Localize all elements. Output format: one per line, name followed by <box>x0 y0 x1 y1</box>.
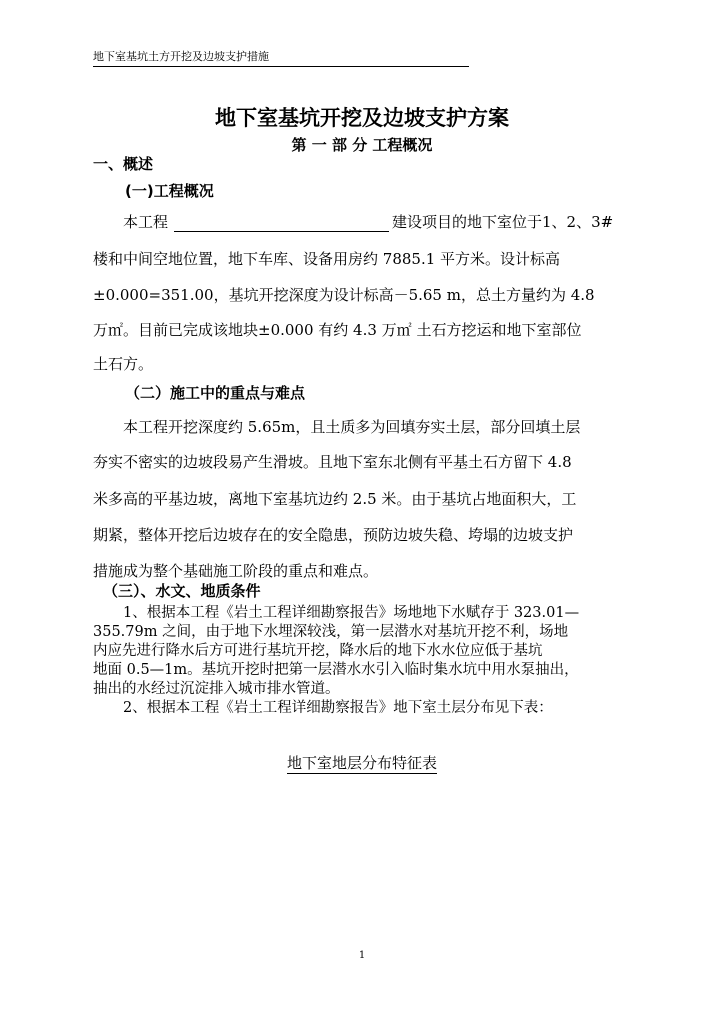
paragraph-line <box>93 211 633 232</box>
document-title: 地下室基坑开挖及边坡支护方案 <box>215 106 509 130</box>
paragraph-line: 夯实不密实的边坡段易产生滑坡。且地下室东北侧有平基土石方留下 4.8 <box>93 453 572 471</box>
page-number: 1 <box>358 950 366 961</box>
paragraph-line: 2、根据本工程《岩土工程详细勘察报告》地下室土层分布见下表： <box>123 700 553 716</box>
paragraph-line: ±0.000=351.00，基坑开挖深度为设计标高－5.65 m，总土方量约为 4.8 <box>93 286 595 304</box>
table-title-text: 地下室地层分布特征表 <box>286 754 437 772</box>
paragraph-line: 1、根据本工程《岩土工程详细勘察报告》场地地下水赋存于 323.01— <box>123 605 580 621</box>
table-title <box>0 752 724 773</box>
paragraph-line: 抽出的水经过沉淀排入城市排水管道。 <box>93 681 340 697</box>
key-difficulties-heading: （二）施工中的重点与难点 <box>125 384 306 402</box>
paragraph-line: 万㎡。目前已完成该地块±0.000 有约 4.3 万㎡ 土石方挖运和地下室部位 <box>93 321 582 339</box>
project-overview-heading: (一)工程概况 <box>125 182 214 200</box>
paragraph-line: 措施成为整个基础施工阶段的重点和难点。 <box>93 562 379 580</box>
blank-underline <box>174 217 389 232</box>
hydrology-geology-heading: （三）、水文、地质条件 <box>103 582 261 600</box>
paragraph-line: 地面 0.5—1m。基坑开挖时把第一层潜水水引入临时集水坑中用水泵抽出， <box>93 662 579 678</box>
paragraph-line: 本工程开挖深度约 5.65m，且土质多为回填夯实土层，部分回填土层 <box>123 418 581 436</box>
paragraph-line: 楼和中间空地位置，地下车库、设备用房约 7885.1 平方米。设计标高 <box>93 250 561 268</box>
running-header: 地下室基坑土方开挖及边坡支护措施 <box>93 50 469 67</box>
paragraph-line: 355.79m 之间，由于地下水埋深较浅，第一层潜水对基坑开挖不利，场地 <box>93 624 569 640</box>
section-overview-heading: 一、概述 <box>93 155 154 173</box>
paragraph-line: 期紧，整体开挖后边坡存在的安全隐患，预防边坡失稳、垮塌的边坡支护 <box>93 526 574 544</box>
paragraph-line: 内应先进行降水后方可进行基坑开挖，降水后的地下水水位应低于基坑 <box>93 643 543 659</box>
paragraph-text: 本工程 <box>123 213 169 231</box>
paragraph-text: 建设项目的地下室位于1、2、3# <box>392 213 614 231</box>
part-subtitle: 第 一 部 分 工程概况 <box>291 136 433 154</box>
paragraph-line: 土石方。 <box>93 355 154 373</box>
paragraph-line: 米多高的平基边坡，离地下室基坑边约 2.5 米。由于基坑占地面积大，工 <box>93 490 577 508</box>
